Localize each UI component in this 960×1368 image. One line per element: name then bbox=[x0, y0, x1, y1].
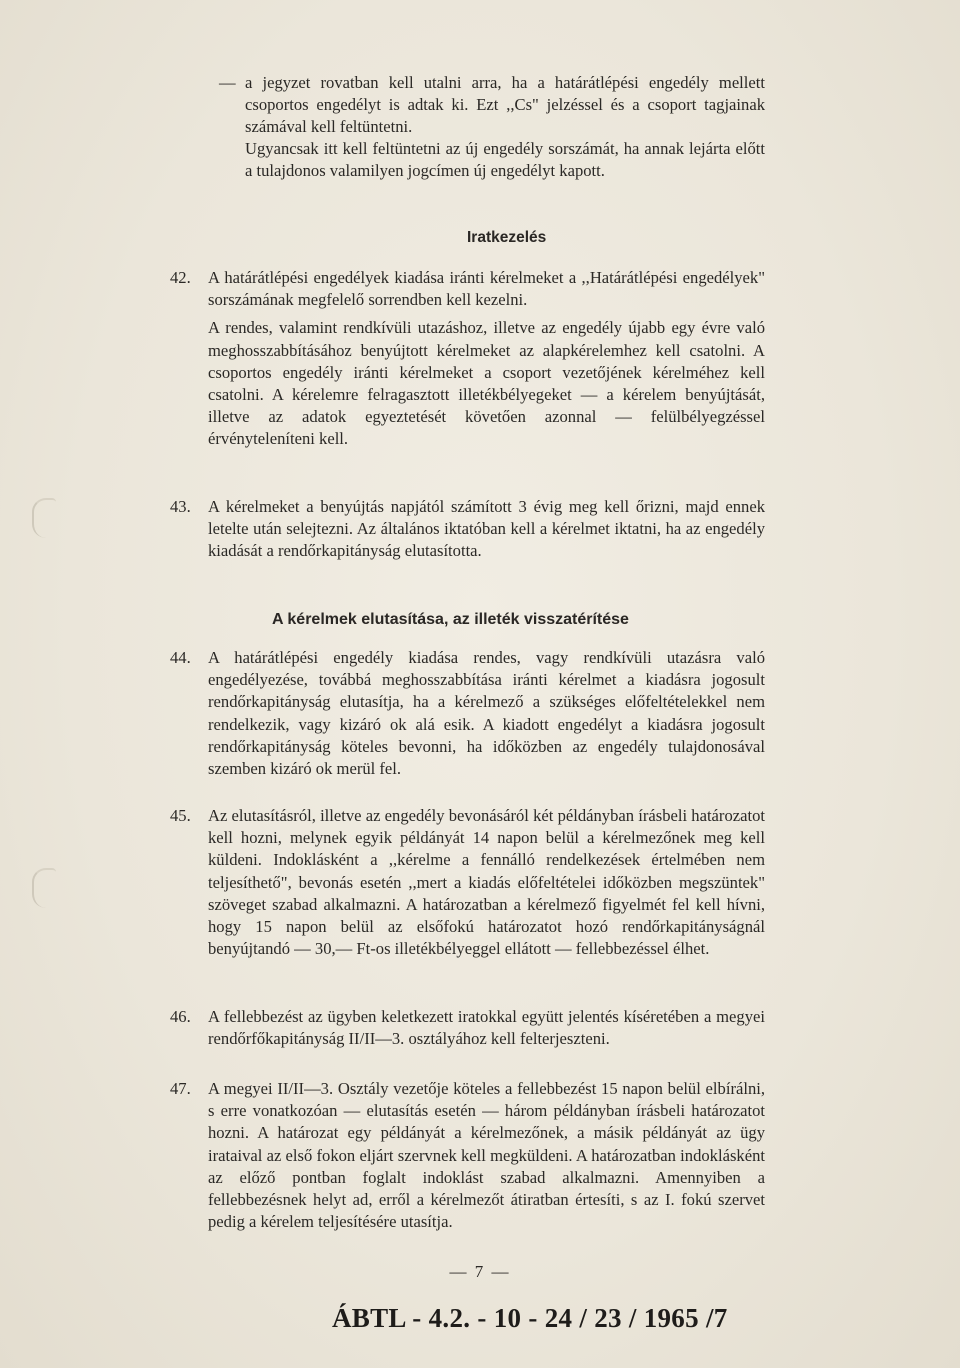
section-heading-elutasitas: A kérelmek elutasítása, az illeték visszatérítése bbox=[272, 611, 629, 628]
numbered-paragraph-42 bbox=[170, 267, 765, 451]
paragraph-text: A határátlépési engedély kiadása rendes, vagy rendkívüli utazásra való engedélyezése, továbbá meghosszabbítása iránti kérelmet a kiadásra jogosult rendőrkapitányság elutasítja, ha a kérelmező a szükséges előfeltételekkel nem rendelkezik, vagy kizáró ok alá esik. A kiadott engedélyt a kiadásra jogosult rendőrkapitányság köteles bevonni, ha időközben az engedély tulajdonosával szemben kizáró ok merül fel. bbox=[208, 648, 765, 779]
paragraph-number: 47. bbox=[170, 1079, 191, 1098]
dash-marker: — bbox=[219, 73, 236, 92]
page-number: — 7 — bbox=[449, 1262, 511, 1281]
continuation-paragraph: Ugyancsak itt kell feltüntetni az új engedély sorszámát, ha annak lejárta előtt a tulajdonos valamilyen jogcímen új engedélyt kapott. bbox=[245, 139, 765, 181]
paragraph-text: A megyei II/II—3. Osztály vezetője köteles a fellebbezést 15 napon belül elbírálni, s erre vonatkozóan — elutasítás esetén — három példányban írásbeli határozatot hozni. A határozat egy példányát a kérelmezőnek, a másik példányát az ügy irataival az első fokon eljárt szervnek kell megküldeni. A határozatban indoklásként az előző pontban foglalt indoklást szabad alkalmazni. Amennyiben a fellebbezésnek helyt ad, erről a kérelmezőt átiratban értesíti, s az I. fokú szervet pedig a kérelem teljesítésére utasítja. bbox=[208, 1079, 765, 1232]
paragraph-number: 45. bbox=[170, 806, 191, 825]
punch-hole-mark bbox=[32, 868, 56, 908]
paragraph-text: A kérelmeket a benyújtás napjától számított 3 évig meg kell őrizni, majd ennek letelte után selejtezni. Az általános iktatóban kell a kérelmet iktatni, ha az engedély kiadását a rendőrkapitányság elutasította. bbox=[208, 497, 765, 561]
punch-hole-mark bbox=[32, 498, 56, 538]
numbered-paragraph-44 bbox=[170, 647, 765, 780]
dash-item-text: a jegyzet rovatban kell utalni arra, ha a határátlépési engedély mellett csoportos engedélyt is adtak ki. Ezt ,,Cs" jelzéssel és a csoport tagjainak számával kell feltüntetni. bbox=[245, 73, 765, 137]
section-heading-iratkezeles: Iratkezelés bbox=[467, 229, 547, 246]
paragraph-number: 46. bbox=[170, 1007, 191, 1026]
numbered-paragraph-45 bbox=[170, 805, 765, 960]
numbered-paragraph-43 bbox=[170, 496, 765, 563]
dash-list-item bbox=[219, 72, 765, 139]
paragraph-text: Az elutasításról, illetve az engedély bevonásáról két példányban írásbeli határozatot kell hozni, melynek egyik példányát 14 napon belül a kérelmezőnek meg kell küldeni. Indoklásként a ,,kérelme a fennálló rendelkezések értelmében nem teljesíthető", bevonás esetén ,,mert a kiadás előfeltételei időközben megszüntek" szöveget szabad alkalmazni. A határozatban a kérelmező figyelmét fel kell hívni, hogy 15 napon belül az elsőfokú határozatot hozó rendőrkapitányságnál benyújtandó — 30,— Ft-os illetékbélyeggel ellátott — fellebbezéssel élhet. bbox=[208, 806, 765, 959]
paragraph-number: 43. bbox=[170, 497, 191, 516]
paragraph-text: A határátlépési engedélyek kiadása iránti kérelmeket a ,,Határátlépési engedélyek" sorszámának megfelelő sorrendben kell kezelni. bbox=[208, 268, 765, 310]
archive-reference-stamp: ÁBTL - 4.2. - 10 - 24 / 23 / 1965 /7 bbox=[332, 1303, 728, 1333]
paragraph-number: 42. bbox=[170, 268, 191, 287]
numbered-paragraph-47 bbox=[170, 1078, 765, 1233]
paragraph-number: 44. bbox=[170, 648, 191, 667]
paragraph-text: A fellebbezést az ügyben keletkezett iratokkal együtt jelentés kíséretében a megyei rendőrfőkapitányság II/II—3. osztályához kell felterjeszteni. bbox=[208, 1007, 765, 1049]
paragraph-text: A rendes, valamint rendkívüli utazáshoz, illetve az engedély újabb egy évre való meghosszabbításához benyújtott kérelmeket az alapkérelemhez kell csatolni. A csoportos engedély iránti kérelmeket a csoport vezetőjének kérelméhez kell csatolni. A kérelemre felragasztott illetékbélyegeket — a kérelem benyújtását, illetve az adatok egyeztetését követően azonnal — felülbélyegzéssel érvényteleníteni kell. bbox=[208, 318, 765, 449]
numbered-paragraph-46 bbox=[170, 1006, 765, 1050]
